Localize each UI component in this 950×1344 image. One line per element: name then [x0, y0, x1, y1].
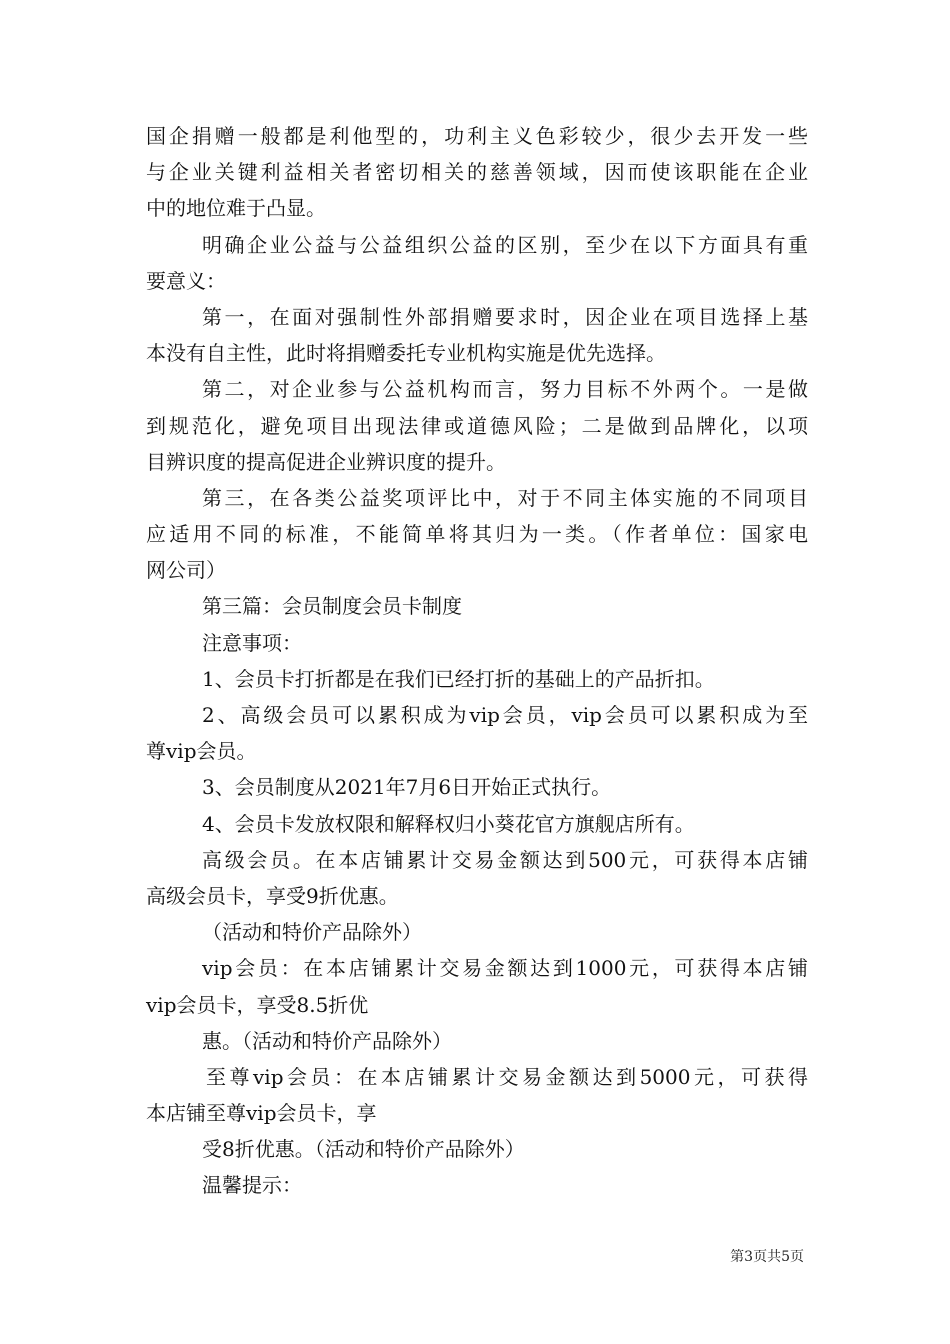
body-line: 至尊vip会员：在本店铺累计交易金额达到5000元，可获得: [206, 1064, 808, 1089]
body-line: 第三，在各类公益奖项评比中，对于不同主体实施的不同项目: [202, 485, 808, 510]
body-line: 明确企业公益与公益组织公益的区别，至少在以下方面具有重: [202, 232, 808, 257]
body-line: 要意义：: [146, 268, 226, 293]
body-line: 惠。（活动和特价产品除外）: [202, 1028, 452, 1053]
body-line: 与企业关键利益相关者密切相关的慈善领域，因而使该职能在企业: [146, 160, 808, 185]
body-line: 温馨提示：: [202, 1173, 302, 1198]
body-line: 目辨识度的提高促进企业辨识度的提升。: [146, 449, 506, 474]
body-line: 3、会员制度从2021年7月6日开始正式执行。: [202, 775, 612, 800]
page-number: 第3页共5页: [730, 1249, 804, 1265]
body-line: 国企捐赠一般都是利他型的，功利主义色彩较少，很少去开发一些: [146, 124, 808, 148]
body-line: 尊vip会员。: [146, 739, 257, 764]
body-line: 受8折优惠。（活动和特价产品除外）: [202, 1137, 525, 1162]
body-line: 到规范化，避免项目出现法律或道德风险；二是做到品牌化，以项: [146, 413, 808, 438]
body-line: 1、会员卡打折都是在我们已经打折的基础上的产品折扣。: [202, 666, 715, 691]
body-line: 高级会员。在本店铺累计交易金额达到500元，可获得本店铺: [202, 847, 808, 872]
body-line: 高级会员卡，享受9折优惠。: [146, 883, 399, 908]
body-line: 网公司）: [146, 558, 226, 583]
body-line: 中的地位难于凸显。: [146, 196, 326, 221]
body-line: 本没有自主性，此时将捐赠委托专业机构实施是优先选择。: [146, 341, 666, 366]
section-heading: 第三篇：会员制度会员卡制度: [202, 594, 462, 619]
document-body: [146, 118, 808, 1204]
body-line: 第一，在面对强制性外部捐赠要求时，因企业在项目选择上基: [202, 304, 808, 329]
body-line: 应适用不同的标准，不能简单将其归为一类。（作者单位：国家电: [146, 522, 808, 547]
body-line: 第二，对企业参与公益机构而言，努力目标不外两个。一是做: [202, 377, 808, 402]
body-line: vip会员卡，享受8.5折优: [146, 992, 369, 1017]
body-line: 4、会员卡发放权限和解释权归小葵花官方旗舰店所有。: [202, 811, 695, 836]
body-line: （活动和特价产品除外）: [202, 920, 422, 945]
body-line: 注意事项：: [202, 630, 302, 655]
body-line: vip会员：在本店铺累计交易金额达到1000元，可获得本店铺: [202, 956, 808, 981]
body-line: 2、高级会员可以累积成为vip会员，vip会员可以累积成为至: [202, 703, 808, 727]
body-line: 本店铺至尊vip会员卡，享: [146, 1101, 377, 1126]
